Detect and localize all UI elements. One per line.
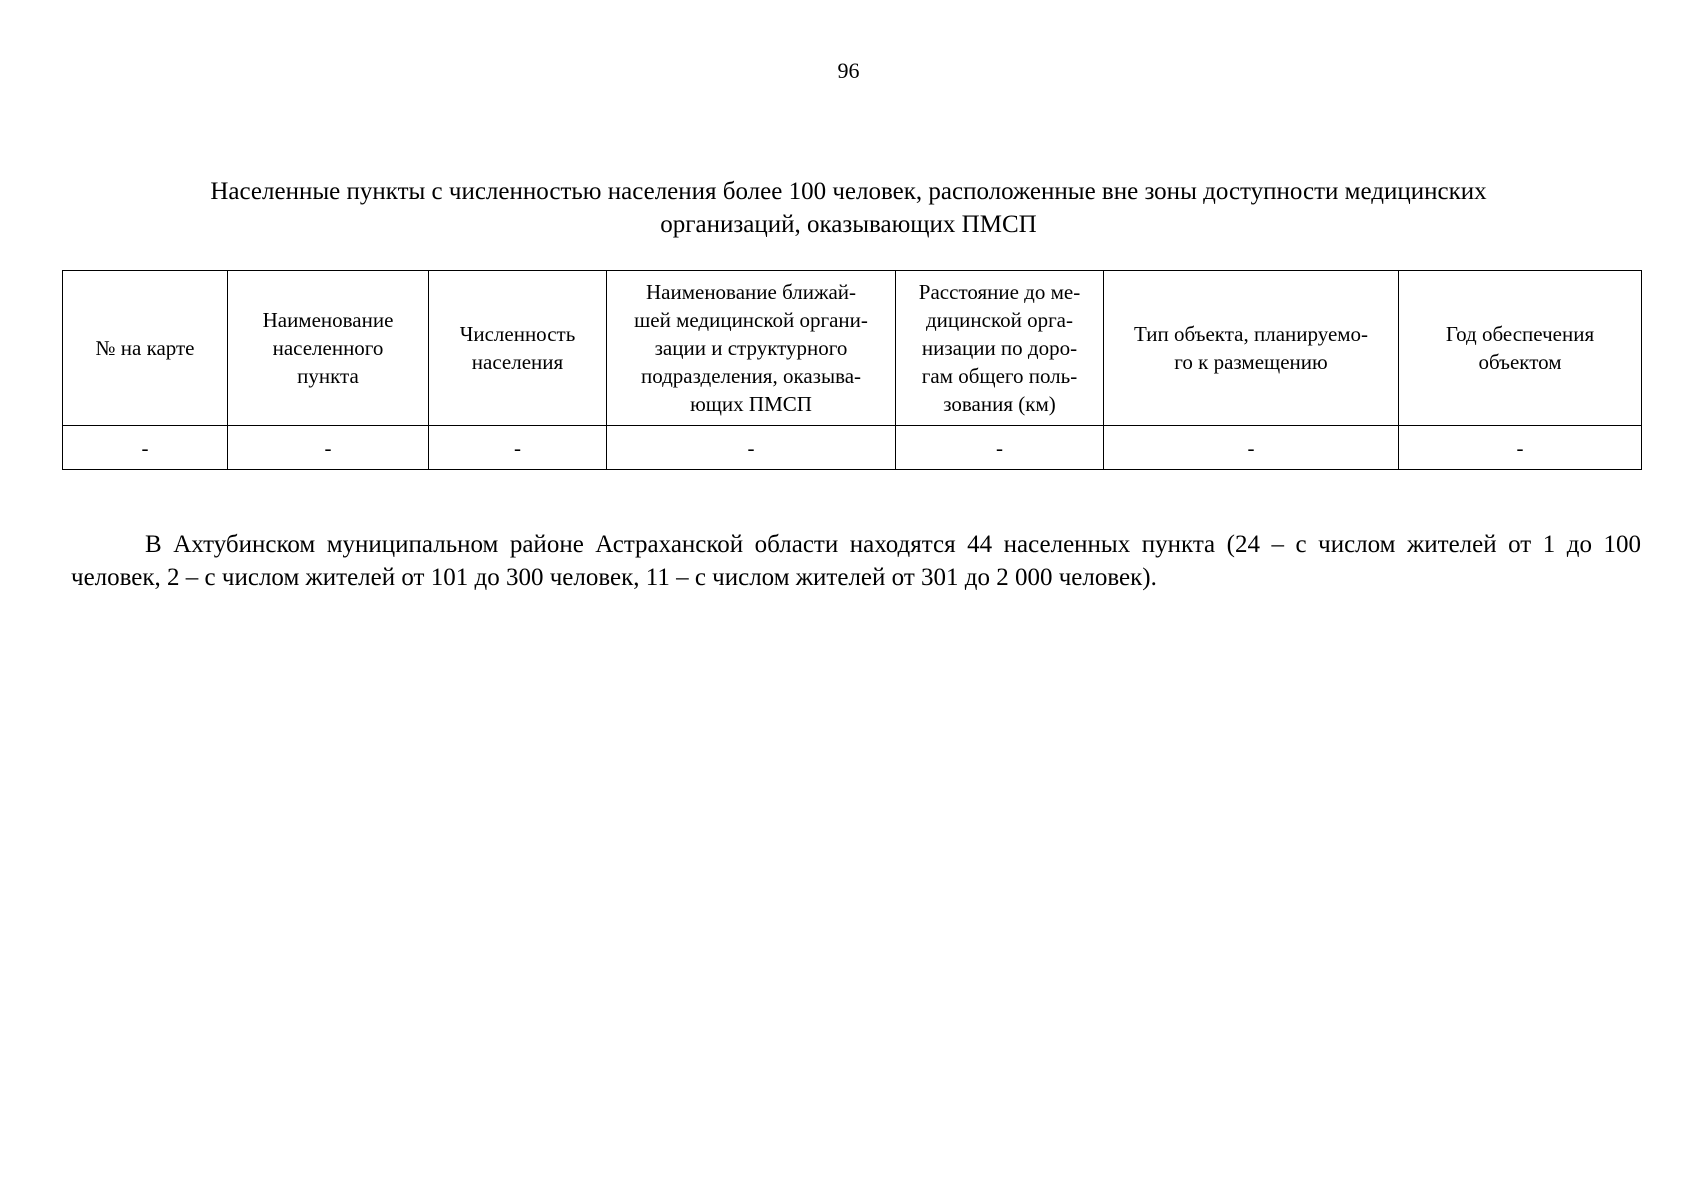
header-settlement-name: Наименование населенного пункта xyxy=(228,271,429,426)
header-object-type: Тип объекта, планируемо- го к размещению xyxy=(1104,271,1399,426)
settlements-summary-paragraph: В Ахтубинском муниципальном районе Астраханской области находятся 44 населенных пункта (24 – с числом жителей от 1 до 100 человек, 2 – с числом жителей от 101 до 300 человек, 11 – с числом жителей от 301 до 2 000 человек). xyxy=(71,531,1641,591)
table-title-line-1: Населенные пункты с численностью населения более 100 человек, расположенные вне зоны доступности медицинских xyxy=(210,178,1487,205)
table-cell: - xyxy=(1399,426,1642,470)
header-map-number: № на карте xyxy=(63,271,228,426)
table-cell: - xyxy=(429,426,607,470)
header-distance: Расстояние до ме- дицинской орга- низации по доро- гам общего поль- зования (км) xyxy=(896,271,1104,426)
header-nearest-medical-org: Наименование ближай- шей медицинской органи- зации и структурного подразделения, оказыва- ющих ПМСП xyxy=(607,271,896,426)
table-header-row xyxy=(63,271,1642,426)
table-title-line-2: организаций, оказывающих ПМСП xyxy=(660,211,1037,238)
table-title xyxy=(100,175,1597,241)
table-cell: - xyxy=(228,426,429,470)
table-row xyxy=(63,426,1642,470)
header-provision-year: Год обеспечения объектом xyxy=(1399,271,1642,426)
settlements-table xyxy=(62,270,1642,470)
table-cell: - xyxy=(607,426,896,470)
header-population: Численность населения xyxy=(429,271,607,426)
table-cell: - xyxy=(896,426,1104,470)
page-number: 96 xyxy=(837,58,860,83)
table-cell: - xyxy=(63,426,228,470)
table-cell: - xyxy=(1104,426,1399,470)
